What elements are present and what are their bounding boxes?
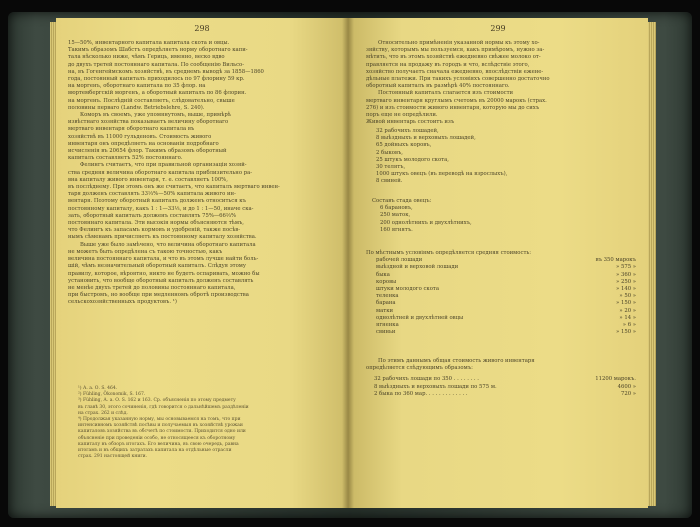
text-line: Коморъ въ своемъ, уже упомянутомъ, выше, примѣрѣ: [80, 112, 231, 119]
price-item: штуки молодого скота: [376, 286, 440, 293]
text-line: извѣстнаго хозяйства показываетъ величину оборотнаго: [68, 119, 229, 126]
price-row: [366, 329, 636, 336]
footnote-line: интенсивномъ хозяйствѣ посѣвы и получаемыя въ хозяйствѣ урожаи: [78, 423, 243, 429]
price-item: однолѣтней и двухлѣтней овцы: [376, 314, 464, 321]
total-row: [366, 391, 636, 398]
text-line: до двухъ третей постояннаго капитала. По сообщенію Вильсо-: [68, 61, 245, 68]
price-row: [366, 286, 636, 293]
text-line: Относительно примѣненія указанной нормы къ этому хо-: [378, 40, 540, 46]
footnote-line: ¹) А. а. О. S. 464.: [78, 386, 118, 391]
text-line: нымъ сѣменамъ причисляетъ къ постоянному капиталу хозяйства.: [68, 234, 257, 241]
left-page-footnotes: [78, 386, 340, 460]
price-value: » 140 »: [616, 286, 636, 293]
text-line: тала нѣсколько ниже, чѣмъ Гериць, именно, веско вдво: [68, 54, 225, 61]
total-value: 11200 марокъ.: [595, 376, 636, 383]
price-item: свиньи: [376, 329, 396, 336]
herd-item: 160 ягнятъ.: [380, 226, 413, 233]
text-line: величина постояннаго капитала, и что въ этомъ лучше найти боль-: [68, 256, 259, 263]
total-item: 8 выѣздныхъ и верховыхъ лошади по 575 м.: [374, 383, 497, 390]
herd-item: 200 однолѣтнихъ и двухлѣтнихъ,: [380, 219, 472, 226]
text-line: хозяйство получаетъ сначала ежедневно, впослѣдствіи ежене-: [366, 68, 544, 75]
book-gutter: [342, 18, 354, 508]
text-line: половины перваго (Landw. Betriebslehre, S. 240).: [68, 104, 205, 111]
text-line: не менѣе двухъ третей до половины постояннаго капитала,: [68, 284, 236, 291]
text-line: исчисленія въ 20654 флор. Такимъ образомъ оборотный: [68, 148, 227, 155]
price-item: коровы: [376, 278, 397, 285]
price-item: рабочей лошади: [376, 257, 423, 264]
price-value: » 20 »: [619, 307, 636, 314]
total-item: 2 быка по 360 мар. . . . . . . . . . . . .: [374, 390, 468, 397]
text-line: шій, чѣмъ незначительный оборотный капиталъ. Слѣдуя этому: [68, 263, 247, 270]
price-value: » 150 »: [616, 300, 636, 307]
herd-item: 250 маток,: [380, 212, 411, 219]
price-value: » 150 »: [616, 329, 636, 336]
total-row: [366, 376, 636, 383]
footnote-line: объясненіе при проведеніи особо, не относящееся къ оборотному: [78, 435, 236, 441]
price-row: [366, 308, 636, 315]
footnote-line: капиталовъ хозяйства въ обсчетѣ по стоимости. Приходится одно или: [78, 429, 246, 435]
text-line: капиталъ составляетъ 52% постояннаго.: [68, 155, 183, 162]
text-line: при быстромъ, но вообще при медленномъ обротѣ производства: [68, 292, 249, 299]
footnote-line: ²) Fühling, Ökonomik, S. 167.: [78, 392, 146, 398]
footnote-line: ⁴) Продолжая указанную норму, мы основываемся на томъ, что при: [78, 417, 241, 423]
herd-list: [372, 198, 622, 234]
price-value: » 6 »: [622, 322, 636, 329]
price-item: выѣздной и верховой лошади: [376, 264, 459, 271]
text-line: мертваго инвентаря круглымъ счетомъ въ 20000 марокъ (страх.: [366, 97, 547, 104]
right-page-body: [366, 40, 641, 126]
price-row: [366, 322, 636, 329]
page-edges-right: [648, 22, 656, 506]
text-line: Такимъ образомъ Шабстъ опредѣляетъ норму оборотнаго капи-: [68, 47, 248, 54]
price-row: [366, 293, 636, 300]
page-number: 299: [490, 24, 506, 33]
inventory-item: 1000 штукъ овецъ (въ переводѣ на взрослыхъ),: [376, 171, 508, 178]
text-line: сельскохозяйственныхъ продуктовъ. ¹): [68, 299, 177, 306]
text-line: 276) и изъ стоимости живого инвентаря, которую мы до сихъ: [366, 104, 540, 111]
inventory-item: 8 свиней.: [376, 178, 403, 185]
totals-heading: По этимъ даннымъ общая стоимость живого инвентаря: [378, 358, 535, 364]
left-page: [56, 18, 348, 508]
price-value: » 50 »: [619, 293, 636, 300]
inventory-list: [376, 128, 626, 186]
price-row: [366, 315, 636, 322]
totals-heading: опредѣляется слѣдующимъ образомъ:: [366, 365, 473, 372]
text-line: инвентаря онъ опредѣляетъ на основаніи подробнаго: [68, 140, 219, 147]
text-line: зяйству, которымъ мы пользуемся, какъ примѣромъ, нужно за-: [366, 47, 545, 54]
text-line: 15—50%, инвентарного капитала капитала скота и овцы.: [68, 40, 230, 46]
footnote-line: страх. 291 настоящей книги.: [78, 454, 148, 460]
text-line: правляется на продажу въ городъ и что, вслѣдствіе этого,: [366, 61, 530, 68]
text-line: дѣльные платежи. При такихъ условіяхъ совершенно достаточно: [366, 76, 550, 83]
text-line: на, въ Гогенгеймскомъ хозяйствѣ, въ среднемъ выводѣ за 1858—1860: [68, 68, 264, 75]
text-line: на моргенъ, оборотнаго капитала по 35 флор. на: [68, 83, 206, 90]
herd-item: 6 барановъ,: [380, 205, 413, 212]
text-line: вентаря. Поэтому оборотный капиталъ долженъ относиться къ: [68, 198, 246, 205]
price-row: [366, 300, 636, 307]
footnote-line: ³) Fühling, А. а. О. S. 162 и 163. Ср. объясненія по этому предмету: [78, 398, 236, 404]
footnote-line: капиталу въ обзоръ итогахъ. Его величина, въ свою очередь, равна: [78, 441, 239, 447]
text-line: Живой инвентарь состоитъ изъ: [366, 119, 455, 126]
text-line: Фелингъ считаетъ, что при правильной организаціи хозяй-: [80, 162, 247, 169]
footnote-line: на страх. 262 и слѣд.: [78, 410, 128, 416]
price-item: быка: [376, 271, 390, 278]
text-line: не можетъ быть опредѣлена съ такою точностью, какъ: [68, 248, 223, 255]
price-value: » 250 »: [616, 278, 636, 285]
footnote-line: итогамъ и въ общихъ затратахъ капитала на отдѣльные отрасли: [78, 448, 232, 454]
text-line: мѣтить, что въ этомъ хозяйствѣ ежедневно свѣжее молоко от-: [366, 54, 541, 61]
text-line: въ послѣднему. При этомъ онъ же считаетъ, что капиталъ мертваго инвен-: [68, 184, 280, 191]
text-line: зать, оборотный капиталъ долженъ составлять 75%—66⅔%: [68, 212, 237, 219]
price-item: барана: [376, 300, 396, 307]
text-line: вюртембергскій моргенъ, а оборотный капиталъ по 86 флорин.: [68, 90, 247, 97]
inventory-item: 2 быковъ,: [376, 149, 403, 156]
total-value: 4600 »: [617, 383, 636, 390]
total-value: 720 »: [620, 390, 636, 397]
right-page: [348, 18, 648, 508]
text-line: мертваго инвентаря оборотнаго капитала въ: [68, 126, 195, 133]
text-line: ства средняя величина оборотнаго капитала приблизительно ра-: [68, 169, 253, 176]
text-line: оборотный капиталъ въ размѣрѣ 40% постояннаго.: [366, 83, 510, 90]
text-line: поръ еще не опредѣлили.: [366, 112, 438, 119]
price-heading: По мѣстнымъ условіямъ опредѣляется средняя стоимость:: [366, 250, 532, 256]
text-line: на моргенъ. Послѣдній составляетъ, слѣдовательно, свыше: [68, 97, 235, 104]
price-row: [366, 279, 636, 286]
text-line: что Фелингъ къ запасамъ кормовъ и удобреній, также посѣв-: [68, 227, 241, 234]
text-line: постояннаго капитала. Эти высокія нормы объясняются тѣмъ,: [68, 220, 244, 227]
left-page-body: [68, 40, 338, 307]
text-line: года, постоянный капиталъ приходилось по 97 флорину 59 кр.: [68, 76, 245, 83]
inventory-item: 65 дойныхъ коровъ,: [376, 142, 432, 149]
footnote-line: въ главѣ 30, этого сочиненія, гдѣ говорится о дальнѣйшемъ раздѣленіи: [78, 404, 249, 410]
page-number: 298: [194, 24, 210, 33]
herd-heading: Составъ стада овецъ:: [372, 198, 432, 204]
inventory-item: 30 телятъ,: [376, 164, 406, 171]
inventory-item: 8 выѣздныхъ и верховыхъ лошадей,: [376, 135, 476, 142]
inventory-item: 25 штукъ молодого скота,: [376, 156, 449, 163]
price-item: теленка: [376, 293, 399, 300]
price-value: » 14 »: [619, 314, 636, 321]
text-line: вна капиталу живого инвентаря, т. е. составляетъ 100%,: [68, 176, 228, 183]
price-row: [366, 264, 636, 271]
inventory-item: 32 рабочихъ лошадей,: [376, 128, 439, 134]
text-line: установить, что вообще оборотный капиталъ долженъ составлять: [68, 277, 254, 284]
price-value: » 360 »: [616, 271, 636, 278]
totals-list: [366, 358, 636, 398]
price-item: матки: [376, 307, 394, 314]
text-line: Постоянный капиталъ слагается изъ стоимости: [378, 90, 514, 97]
total-row: [366, 384, 636, 391]
text-line: правилу, которое, вѣроятно, никто не будетъ оспаривать, можно бы: [68, 270, 260, 277]
price-list: [366, 250, 636, 336]
total-item: 32 рабочихъ лошади по 350 . . . . . . . .: [374, 376, 479, 383]
price-item: ягненка: [376, 322, 399, 329]
text-line: таря долженъ составлять 33⅓%—50% капитала живого ин-: [68, 191, 236, 198]
text-line: Выше уже было замѣчено, что величина оборотнаго капитала: [80, 241, 256, 248]
text-line: постоянному капиталу, какъ 1 : 1—33⅓, и до 1 : 1—50, иначе ска-: [68, 205, 254, 212]
price-value: въ 350 марокъ: [595, 257, 636, 264]
price-value: » 575 »: [616, 264, 636, 271]
price-row: [366, 272, 636, 279]
text-line: хозяйствѣ въ 11000 гульденовъ. Стоимость живого: [68, 133, 212, 140]
